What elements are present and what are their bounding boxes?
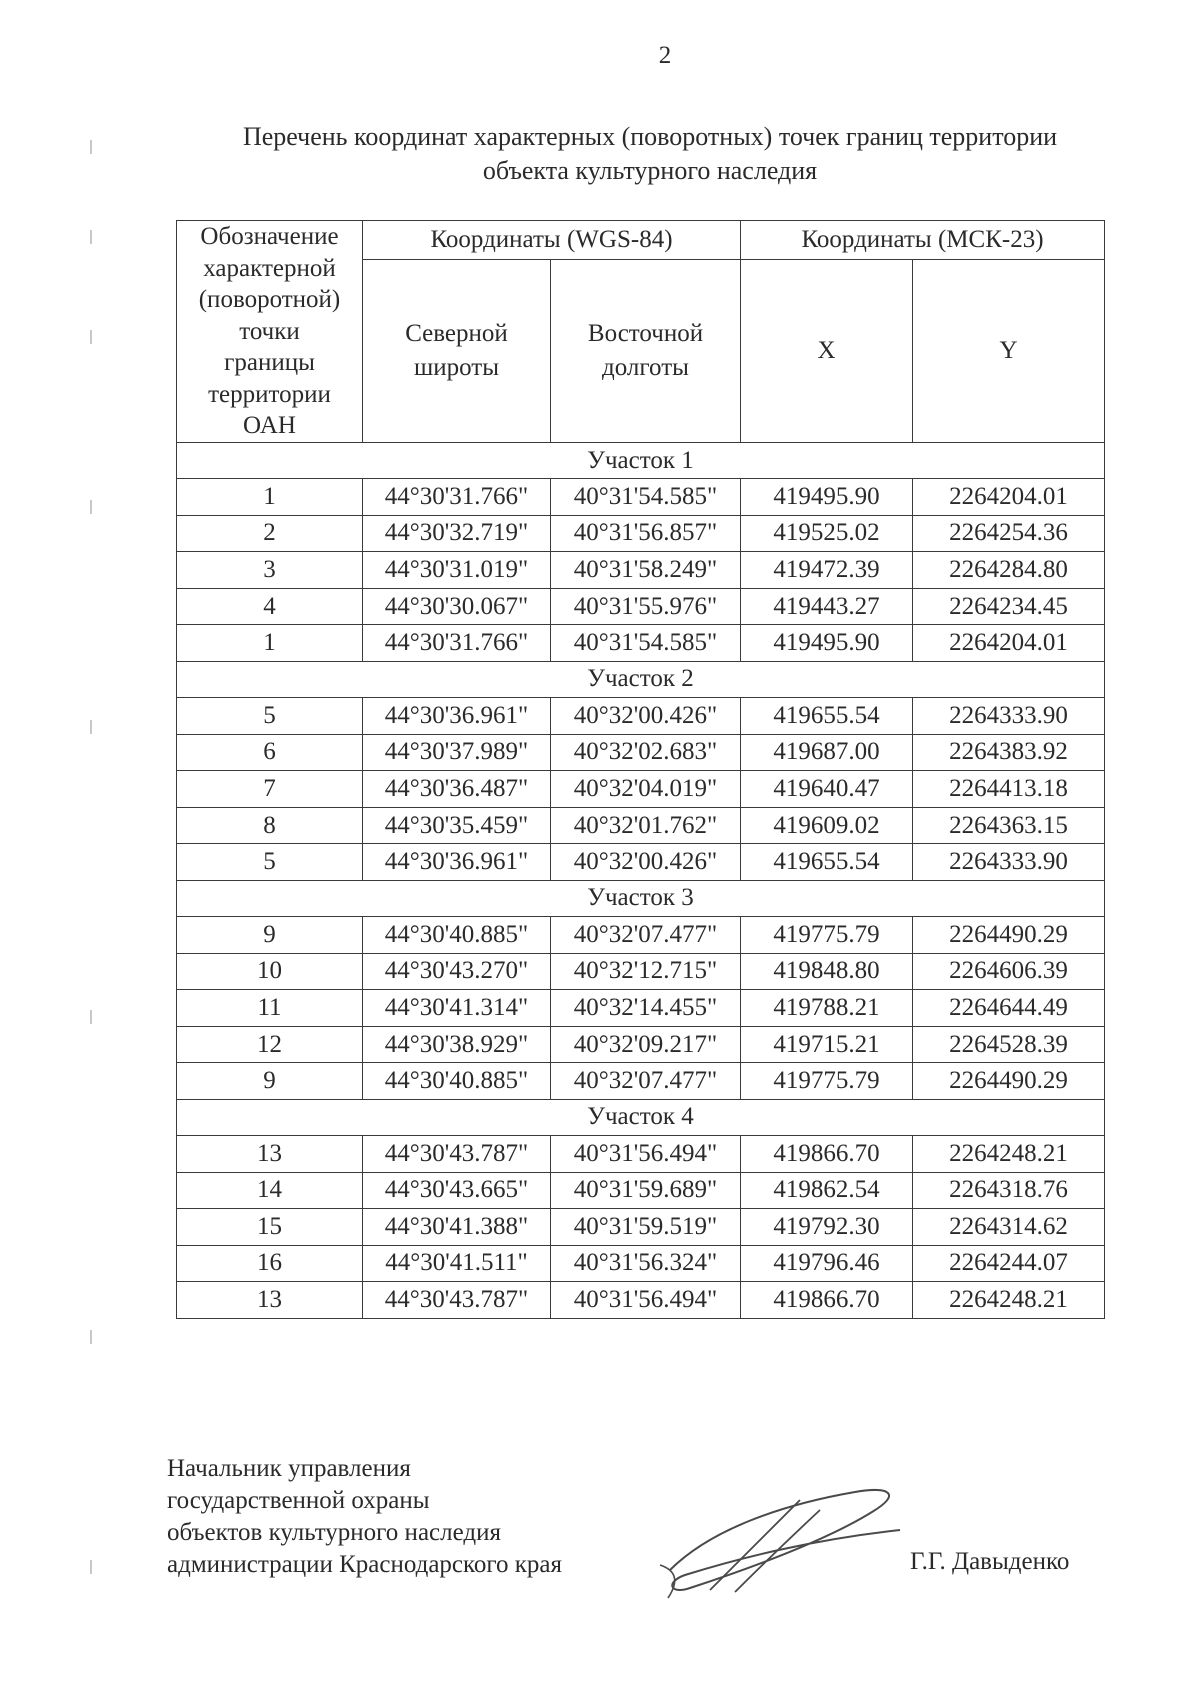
x-cell: 419687.00 — [741, 734, 913, 771]
y-cell: 2264318.76 — [913, 1172, 1105, 1209]
latitude-cell: 44°30'32.719" — [363, 515, 551, 552]
y-cell: 2264490.29 — [913, 1063, 1105, 1100]
table-row — [177, 697, 1105, 734]
longitude-cell: 40°31'56.494" — [551, 1135, 741, 1172]
x-cell: 419640.47 — [741, 771, 913, 808]
y-cell: 2264383.92 — [913, 734, 1105, 771]
table-row — [177, 771, 1105, 808]
point-number-cell: 1 — [177, 625, 363, 662]
section-row — [177, 880, 1105, 916]
point-number-cell: 12 — [177, 1026, 363, 1063]
table-row — [177, 990, 1105, 1027]
y-cell: 2264284.80 — [913, 552, 1105, 589]
longitude-cell: 40°32'00.426" — [551, 844, 741, 881]
header-msk23: Координаты (МСК-23) — [741, 221, 1105, 260]
section-row — [177, 661, 1105, 697]
longitude-cell: 40°31'58.249" — [551, 552, 741, 589]
point-number-cell: 3 — [177, 552, 363, 589]
x-cell: 419495.90 — [741, 625, 913, 662]
x-cell: 419788.21 — [741, 990, 913, 1027]
x-cell: 419796.46 — [741, 1245, 913, 1282]
header-north-latitude: Северной широты — [363, 260, 551, 443]
latitude-cell: 44°30'37.989" — [363, 734, 551, 771]
latitude-cell: 44°30'43.787" — [363, 1282, 551, 1319]
table-row — [177, 1135, 1105, 1172]
x-cell: 419715.21 — [741, 1026, 913, 1063]
point-number-cell: 13 — [177, 1135, 363, 1172]
longitude-cell: 40°32'09.217" — [551, 1026, 741, 1063]
longitude-cell: 40°32'02.683" — [551, 734, 741, 771]
y-cell: 2264528.39 — [913, 1026, 1105, 1063]
point-number-cell: 8 — [177, 807, 363, 844]
latitude-cell: 44°30'31.766" — [363, 625, 551, 662]
table-body — [177, 443, 1105, 1319]
signer-position-line: государственной охраны — [167, 1487, 430, 1514]
header-wgs84: Координаты (WGS-84) — [363, 221, 741, 260]
latitude-cell: 44°30'40.885" — [363, 1063, 551, 1100]
x-cell: 419775.79 — [741, 916, 913, 953]
section-row — [177, 443, 1105, 479]
signer-position-line: объектов культурного наследия — [167, 1519, 501, 1546]
table-row — [177, 916, 1105, 953]
longitude-cell: 40°32'07.477" — [551, 1063, 741, 1100]
x-cell: 419866.70 — [741, 1135, 913, 1172]
point-number-cell: 16 — [177, 1245, 363, 1282]
table-row — [177, 734, 1105, 771]
latitude-cell: 44°30'31.766" — [363, 479, 551, 516]
table-row — [177, 1209, 1105, 1246]
table-row — [177, 1063, 1105, 1100]
y-cell: 2264248.21 — [913, 1135, 1105, 1172]
point-number-cell: 9 — [177, 916, 363, 953]
signer-name: Г.Г. Давыденко — [910, 1548, 1070, 1575]
longitude-cell: 40°32'12.715" — [551, 953, 741, 990]
latitude-cell: 44°30'43.270" — [363, 953, 551, 990]
x-cell: 419525.02 — [741, 515, 913, 552]
y-cell: 2264413.18 — [913, 771, 1105, 808]
coordinates-table — [176, 220, 1105, 1319]
latitude-cell: 44°30'38.929" — [363, 1026, 551, 1063]
y-cell: 2264204.01 — [913, 479, 1105, 516]
y-cell: 2264248.21 — [913, 1282, 1105, 1319]
point-number-cell: 14 — [177, 1172, 363, 1209]
x-cell: 419609.02 — [741, 807, 913, 844]
y-cell: 2264244.07 — [913, 1245, 1105, 1282]
handwritten-signature — [650, 1470, 910, 1610]
table-row — [177, 625, 1105, 662]
latitude-cell: 44°30'31.019" — [363, 552, 551, 589]
point-number-cell: 10 — [177, 953, 363, 990]
longitude-cell: 40°31'56.857" — [551, 515, 741, 552]
longitude-cell: 40°31'59.519" — [551, 1209, 741, 1246]
point-number-cell: 15 — [177, 1209, 363, 1246]
longitude-cell: 40°31'59.689" — [551, 1172, 741, 1209]
table-row — [177, 588, 1105, 625]
longitude-cell: 40°32'04.019" — [551, 771, 741, 808]
table-row — [177, 953, 1105, 990]
point-number-cell: 1 — [177, 479, 363, 516]
y-cell: 2264333.90 — [913, 697, 1105, 734]
signer-position-line: администрации Краснодарского края — [167, 1551, 563, 1578]
longitude-cell: 40°32'14.455" — [551, 990, 741, 1027]
table-row — [177, 1026, 1105, 1063]
table-row — [177, 479, 1105, 516]
point-number-cell: 5 — [177, 697, 363, 734]
longitude-cell: 40°31'54.585" — [551, 479, 741, 516]
point-number-cell: 11 — [177, 990, 363, 1027]
table-row — [177, 1172, 1105, 1209]
x-cell: 419443.27 — [741, 588, 913, 625]
point-number-cell: 6 — [177, 734, 363, 771]
x-cell: 419495.90 — [741, 479, 913, 516]
longitude-cell: 40°32'01.762" — [551, 807, 741, 844]
table-row — [177, 515, 1105, 552]
longitude-cell: 40°32'07.477" — [551, 916, 741, 953]
point-number-cell: 7 — [177, 771, 363, 808]
y-cell: 2264363.15 — [913, 807, 1105, 844]
latitude-cell: 44°30'36.961" — [363, 844, 551, 881]
header-x: X — [741, 260, 913, 443]
y-cell: 2264490.29 — [913, 916, 1105, 953]
latitude-cell: 44°30'40.885" — [363, 916, 551, 953]
point-number-cell: 2 — [177, 515, 363, 552]
y-cell: 2264234.45 — [913, 588, 1105, 625]
section-title: Участок 1 — [177, 443, 1105, 479]
latitude-cell: 44°30'43.787" — [363, 1135, 551, 1172]
longitude-cell: 40°31'56.494" — [551, 1282, 741, 1319]
x-cell: 419848.80 — [741, 953, 913, 990]
table-row — [177, 807, 1105, 844]
signer-position-line: Начальник управления — [167, 1455, 411, 1482]
latitude-cell: 44°30'41.511" — [363, 1245, 551, 1282]
y-cell: 2264333.90 — [913, 844, 1105, 881]
y-cell: 2264254.36 — [913, 515, 1105, 552]
latitude-cell: 44°30'36.487" — [363, 771, 551, 808]
x-cell: 419866.70 — [741, 1282, 913, 1319]
table-row — [177, 1245, 1105, 1282]
title-line: объекта культурного наследия — [482, 156, 818, 185]
document-title — [180, 120, 1120, 188]
table-row — [177, 1282, 1105, 1319]
y-cell: 2264204.01 — [913, 625, 1105, 662]
point-number-cell: 13 — [177, 1282, 363, 1319]
x-cell: 419655.54 — [741, 844, 913, 881]
y-cell: 2264606.39 — [913, 953, 1105, 990]
x-cell: 419472.39 — [741, 552, 913, 589]
longitude-cell: 40°31'54.585" — [551, 625, 741, 662]
section-row — [177, 1099, 1105, 1135]
latitude-cell: 44°30'36.961" — [363, 697, 551, 734]
table-row — [177, 552, 1105, 589]
y-cell: 2264314.62 — [913, 1209, 1105, 1246]
point-number-cell: 5 — [177, 844, 363, 881]
latitude-cell: 44°30'41.314" — [363, 990, 551, 1027]
point-number-cell: 9 — [177, 1063, 363, 1100]
header-east-longitude: Восточной долготы — [551, 260, 741, 443]
x-cell: 419792.30 — [741, 1209, 913, 1246]
longitude-cell: 40°31'55.976" — [551, 588, 741, 625]
latitude-cell: 44°30'30.067" — [363, 588, 551, 625]
longitude-cell: 40°32'00.426" — [551, 697, 741, 734]
table-row — [177, 844, 1105, 881]
latitude-cell: 44°30'35.459" — [363, 807, 551, 844]
latitude-cell: 44°30'43.665" — [363, 1172, 551, 1209]
signature-block — [167, 1453, 562, 1581]
point-number-cell: 4 — [177, 588, 363, 625]
y-cell: 2264644.49 — [913, 990, 1105, 1027]
longitude-cell: 40°31'56.324" — [551, 1245, 741, 1282]
x-cell: 419775.79 — [741, 1063, 913, 1100]
page-number: 2 — [658, 42, 672, 69]
section-title: Участок 3 — [177, 880, 1105, 916]
header-y: Y — [913, 260, 1105, 443]
section-title: Участок 4 — [177, 1099, 1105, 1135]
header-point-designation: Обозначение характерной (поворотной) точки границы территории ОАН — [177, 221, 363, 443]
title-line: Перечень координат характерных (поворотных) точек границ территории — [242, 122, 1058, 151]
x-cell: 419862.54 — [741, 1172, 913, 1209]
x-cell: 419655.54 — [741, 697, 913, 734]
section-title: Участок 2 — [177, 661, 1105, 697]
latitude-cell: 44°30'41.388" — [363, 1209, 551, 1246]
